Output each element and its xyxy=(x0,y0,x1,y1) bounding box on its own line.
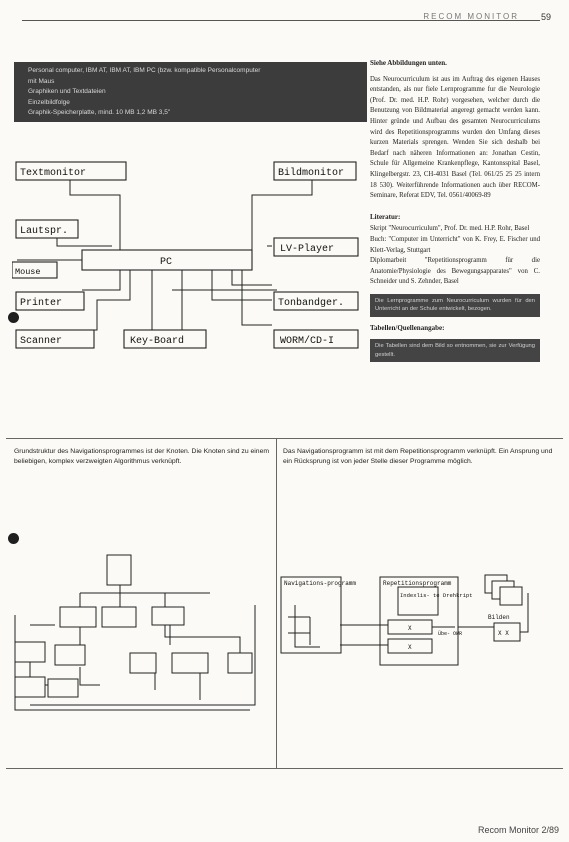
node-box xyxy=(228,653,252,673)
node-box xyxy=(15,677,45,697)
page-number: 59 xyxy=(540,12,551,22)
banner-line: Graphik-Speicherplatte, mind. 10 MB 1,2 MB 3,5" xyxy=(28,109,171,116)
repetition-label: Repetitionsprogramm xyxy=(383,580,452,587)
banner-line: Einzelbildfolge xyxy=(28,98,70,106)
banner-line: Personal computer, IBM AT, IBM AT, IBM PC (bzw. kompatible Personalcomputer xyxy=(28,67,261,74)
banner-line: mit Maus xyxy=(28,77,55,85)
node-box xyxy=(152,607,184,625)
literature-item: Diplomarbeit "Repetitionsprogramm für die Anatomie/Physiologie des Bewegungsapparates" von C. Schneider und S. Zehnder, Basel xyxy=(370,257,540,286)
header-label: RECOM MONITOR xyxy=(423,12,519,21)
x-label: X xyxy=(408,625,412,632)
node-wormcd: WORM/CD-I xyxy=(280,336,335,347)
node-box xyxy=(130,653,156,673)
node-bildmonitor: Bildmonitor xyxy=(278,168,345,179)
node-box xyxy=(102,607,136,627)
note-box: Die Tabellen sind dem Bild so entnommen, sie zur Verfügung gestellt. xyxy=(370,339,540,362)
node-textmonitor: Textmonitor xyxy=(20,168,87,179)
node-box xyxy=(60,607,96,627)
node-scanner: Scanner xyxy=(20,336,63,347)
xx-label: X X xyxy=(498,630,509,637)
uebe-label: Übe- OWR xyxy=(438,631,463,637)
literature-heading: Literatur: xyxy=(370,212,401,221)
left-caption: Grundstruktur des Navigationsprogrammes ist der Knoten. Die Knoten sind zu einem beliebigen, komplex verzweigten Algorithmus verknüpft. xyxy=(14,448,270,465)
node-keyboard: Key-Board xyxy=(130,336,185,347)
connector xyxy=(70,178,120,250)
node-pc: PC xyxy=(160,257,173,268)
right-text-column xyxy=(370,58,540,362)
literature-item: Buch: "Computer im Unterricht" von K. Frey, E. Fischer und Klett-Verlag, Stuttgart xyxy=(370,235,540,254)
navigation-label: Navigations-programm xyxy=(284,580,357,587)
section-heading: Siehe Abbildungen unten. xyxy=(370,59,447,67)
node-box xyxy=(15,642,45,662)
node-box xyxy=(172,653,208,673)
page-footer: Recom Monitor 2/89 xyxy=(477,825,559,835)
right-caption: Das Navigationsprogramm ist mit dem Repetitionsprogramm verknüpft. Ein Ansprung und ein Rücksprung ist von jeder Stelle dieser Programme möglich. xyxy=(283,448,553,465)
figure-divider xyxy=(276,438,277,768)
index-text: Indexlis- te Drehkript xyxy=(400,592,473,599)
x-label: X xyxy=(408,644,412,651)
body-paragraph: Das Neurocurriculum ist aus im Auftrag des eigenen Hauses entstanden, als nur fiele Lernprogramme fur die Neurologie (Prof. Dr. med. H.P. Rohr) vorgesehen, welcher durch die Benutzung von Bildmaterial angeregt gemacht werden kann. Hinter gründe und Aufbau des gesamten Neurocurriculums wird des Repetitionsprogramms wurden den Umfang dieses kurzen Materials sprengen. Wenden Sie sich deshalb bei Bedarf nach näheren Informationen an: Jonathan Cestin, Schule für Allgemeine Krankenpflege, Kantonsspital Basel, Klingelbergstr. 23, CH-4031 Basel (Tel. 061/25 25 25 intern 18 530). Weiterführende Informationen auch über RECOM-Seminare, Referat EDV, Tel. 0561/40069-89 xyxy=(370,75,540,200)
navigation-node-diagram xyxy=(10,545,272,715)
node-lvplayer: LV-Player xyxy=(280,244,335,255)
tables-heading: Tabellen/Quellenangabe: xyxy=(370,323,445,332)
picture-box xyxy=(500,587,522,605)
note-box: Die Lernprogramme zum Neurocurriculum wurden für den Unterricht an der Schule entwickelt, bezogen. xyxy=(370,294,540,317)
navigation-program-box xyxy=(281,577,341,653)
node-box xyxy=(107,555,131,585)
figure-bottom-rule xyxy=(6,768,563,769)
node-box xyxy=(55,645,85,665)
banner-line: Graphiken und Textdateien xyxy=(28,88,106,95)
punch-hole xyxy=(8,312,19,323)
requirements-banner xyxy=(14,62,367,122)
node-printer: Printer xyxy=(20,298,63,309)
hardware-diagram xyxy=(12,150,362,360)
node-lautspr: Lautspr. xyxy=(20,226,69,237)
bilder-label: Bilden xyxy=(488,614,510,621)
node-mouse: Mouse xyxy=(15,267,41,277)
literature-item: Skript "Neurocurriculum", Prof. Dr. med. H.P. Rohr, Basel xyxy=(370,225,530,233)
program-link-diagram xyxy=(280,565,560,675)
node-tonbandger: Tonbandger. xyxy=(278,298,345,309)
node-box xyxy=(48,679,78,697)
